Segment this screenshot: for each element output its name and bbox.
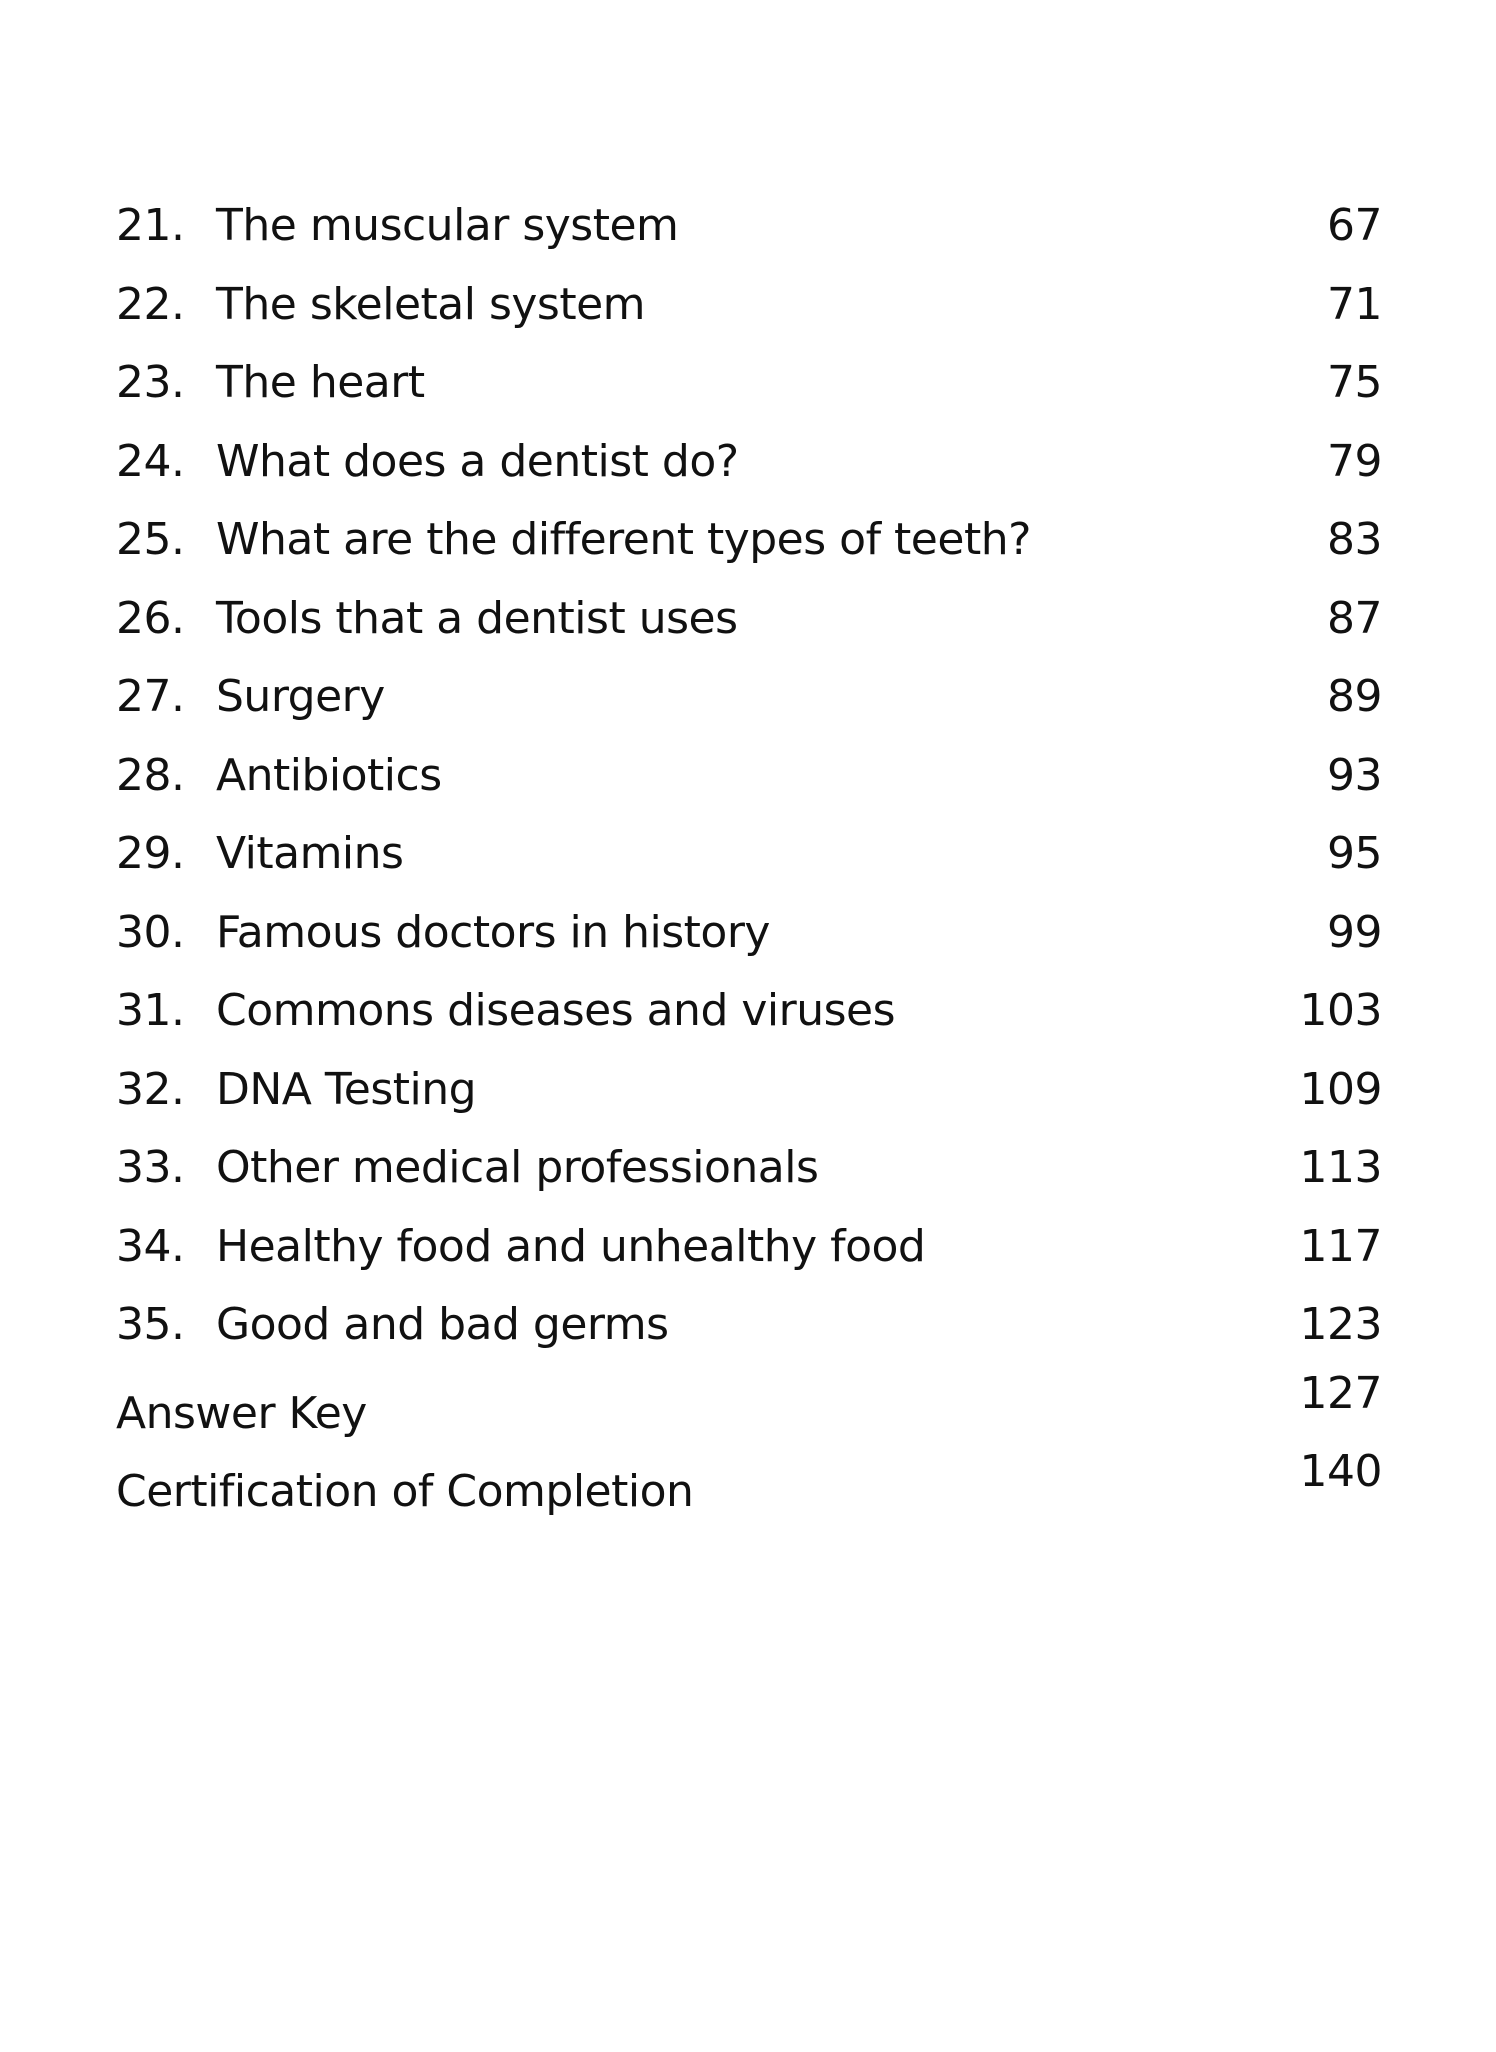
page-number: 95 [1327, 828, 1382, 879]
chapter-title: Other medical professionals [216, 1142, 819, 1193]
page-number: 123 [1299, 1299, 1382, 1350]
toc-entry-35[interactable] [116, 1295, 1382, 1374]
chapter-number: 32. [116, 1063, 185, 1115]
toc-entry-answer-key[interactable] [116, 1367, 1382, 1453]
page-number: 109 [1299, 1063, 1382, 1115]
chapter-number: 30. [116, 906, 185, 958]
toc-entry-27[interactable] [116, 667, 1382, 746]
chapter-title: The muscular system [216, 200, 679, 251]
chapter-number: 26. [116, 592, 185, 644]
page-number: 87 [1327, 592, 1382, 644]
page-number: 93 [1327, 749, 1382, 801]
chapter-number: 28. [116, 749, 185, 801]
chapter-title: Tools that a dentist uses [216, 592, 738, 644]
answer-key-title: Answer Key [116, 1387, 367, 1439]
chapter-title: What are the different types of teeth? [216, 514, 1031, 565]
chapter-number: 31. [116, 985, 185, 1036]
toc-entry-21[interactable] [116, 196, 1382, 275]
chapter-title: The skeletal system [216, 278, 646, 330]
toc-entry-26[interactable] [116, 589, 1382, 668]
page-number: 71 [1327, 278, 1382, 330]
page-number: 117 [1299, 1220, 1382, 1272]
chapter-title: Antibiotics [216, 749, 442, 801]
page-number: 140 [1299, 1446, 1382, 1497]
toc-entry-22[interactable] [116, 275, 1382, 354]
chapter-number: 23. [116, 357, 185, 408]
page-number: 99 [1327, 906, 1382, 958]
toc-entry-24[interactable] [116, 432, 1382, 511]
page-number: 103 [1299, 985, 1382, 1036]
chapter-number: 27. [116, 671, 185, 722]
chapter-number: 29. [116, 828, 185, 879]
chapter-title: DNA Testing [216, 1063, 477, 1115]
chapter-title: Famous doctors in history [216, 906, 770, 958]
toc-entry-34[interactable] [116, 1217, 1382, 1296]
toc-entry-29[interactable] [116, 824, 1382, 903]
toc-entry-32[interactable] [116, 1060, 1382, 1139]
chapter-number: 35. [116, 1299, 185, 1350]
toc-entry-28[interactable] [116, 746, 1382, 825]
chapter-title: Healthy food and unhealthy food [216, 1220, 926, 1272]
chapter-number: 34. [116, 1220, 185, 1272]
certification-title: Certification of Completion [116, 1466, 694, 1517]
toc-entry-25[interactable] [116, 510, 1382, 589]
chapter-number: 33. [116, 1142, 185, 1193]
toc-entry-33[interactable] [116, 1138, 1382, 1217]
chapter-number: 22. [116, 278, 185, 330]
page-number: 79 [1327, 435, 1382, 487]
toc-entry-23[interactable] [116, 353, 1382, 432]
chapter-title: What does a dentist do? [216, 435, 739, 487]
chapter-title: Commons diseases and viruses [216, 985, 896, 1036]
chapter-title: The heart [216, 357, 425, 408]
chapter-number: 24. [116, 435, 185, 487]
chapter-number: 25. [116, 514, 185, 565]
chapter-number: 21. [116, 200, 185, 251]
chapter-title: Good and bad germs [216, 1299, 669, 1350]
chapter-title: Surgery [216, 671, 385, 722]
toc-entry-certification[interactable] [116, 1446, 1382, 1531]
chapter-title: Vitamins [216, 828, 404, 879]
toc-entry-30[interactable] [116, 903, 1382, 982]
page-number: 113 [1299, 1142, 1382, 1193]
page-number: 83 [1327, 514, 1382, 565]
page-number: 75 [1327, 357, 1382, 408]
page-number: 89 [1327, 671, 1382, 722]
page-number: 127 [1299, 1367, 1382, 1419]
table-of-contents [116, 196, 1382, 1531]
page-number: 67 [1327, 200, 1382, 251]
toc-entry-31[interactable] [116, 981, 1382, 1060]
